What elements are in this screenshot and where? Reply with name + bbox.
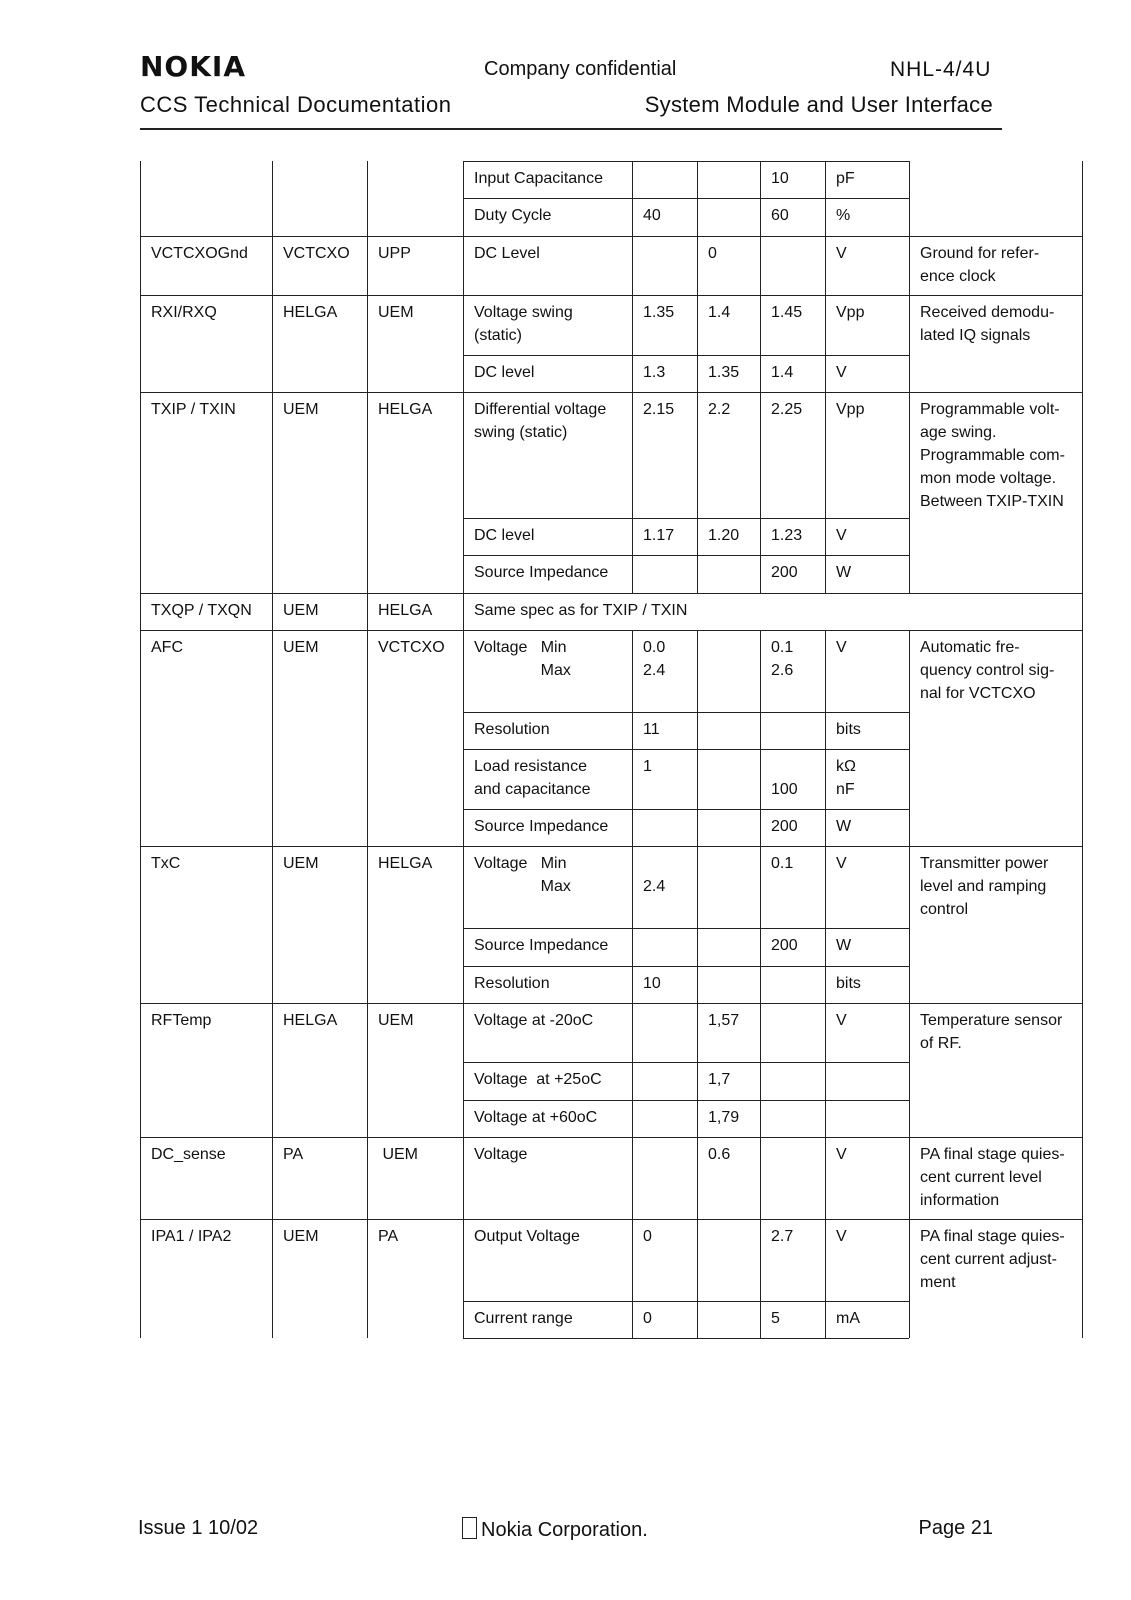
table-cell-vline [909,1100,910,1137]
cell-typ: 1,57 [708,1012,740,1029]
table-cell-vline [909,1219,910,1301]
table-cell-vline [825,1100,826,1137]
table-vline [1082,161,1083,1338]
table-cell-vline [825,630,826,712]
table-cell-vline [632,518,633,555]
cell-min: 1.3 [643,364,666,381]
cell-typ: 1,7 [708,1071,731,1088]
table-cell-vline [825,1003,826,1062]
table-cell-vline [632,712,633,749]
table-cell-vline [697,1301,698,1338]
cell-unit: V [836,364,847,381]
table-cell-vline [632,198,633,236]
table-cell-vline [632,355,633,392]
table-cell-vline [825,355,826,392]
cell-min: 0 [643,1310,652,1327]
table-cell-vline [632,749,633,809]
table-cell-vline [909,295,910,355]
cell-to: HELGA [378,401,433,418]
cell-typ: 0 [708,245,717,262]
cell-notes: PA final stage quies- cent current adjust- ment [920,1228,1065,1291]
cell-signal: TXQP / TXQN [151,602,252,619]
table-cell-vline [632,1062,633,1100]
cell-param: Same spec as for TXIP / TXIN [474,602,688,619]
cell-min: 40 [643,207,661,224]
table-cell-vline [632,1219,633,1301]
cell-min: 2.4 [643,878,666,895]
table-cell-vline [909,1062,910,1100]
cell-max: 10 [771,170,789,187]
cell-notes: Transmitter power level and ramping control [920,855,1049,918]
cell-notes: Ground for refer- ence clock [920,245,1040,285]
table-cell-vline [697,555,698,593]
cell-typ: 1.35 [708,364,740,381]
table-cell-vline [760,928,761,966]
table-cell-vline [632,1301,633,1338]
table-row-hline [463,355,909,356]
model-number: NHL-4/4U [890,58,992,81]
table-cell-vline [825,1062,826,1100]
table-cell-vline [825,161,826,198]
table-cell-vline [760,630,761,712]
cell-unit: V [836,639,847,656]
cell-to: HELGA [378,855,433,872]
cell-param: Differential voltage swing (static) [474,401,607,441]
table-cell-vline [697,928,698,966]
table-cell-vline [760,392,761,518]
cell-signal: VCTCXOGnd [151,245,248,262]
table-cell-vline [760,1137,761,1219]
cell-param: DC level [474,527,535,544]
table-cell-vline [909,236,910,295]
table-cell-vline [697,712,698,749]
cell-param: Voltage at +60oC [474,1109,598,1126]
cell-from: VCTCXO [283,245,350,262]
table-cell-vline [760,966,761,1003]
table-vline [367,161,368,1338]
cell-signal: AFC [151,639,183,656]
cell-typ: 2.2 [708,401,731,418]
table-cell-vline [825,392,826,518]
nokia-logo: NOKIA [140,50,247,83]
table-row-hline [463,1100,909,1101]
table-cell-vline [697,966,698,1003]
cell-signal: IPA1 / IPA2 [151,1228,232,1245]
cell-unit: kΩ nF [836,758,856,798]
cell-param: Source Impedance [474,564,609,581]
table-group-hline [140,846,1082,847]
cell-min: 10 [643,975,661,992]
cell-unit: V [836,1012,847,1029]
cell-unit: W [836,564,852,581]
issue-date: Issue 1 10/02 [138,1517,259,1539]
table-cell-vline [760,555,761,593]
cell-param: Resolution [474,975,550,992]
table-cell-vline [632,236,633,295]
cell-notes: PA final stage quies- cent current level information [920,1146,1065,1209]
table-cell-vline [697,392,698,518]
cell-unit: V [836,1146,847,1163]
table-cell-vline [697,1100,698,1137]
cell-unit: V [836,1228,847,1245]
table-group-hline [140,392,1082,393]
table-row-hline [463,1062,909,1063]
cell-from: HELGA [283,1012,338,1029]
table-cell-vline [632,1137,633,1219]
table-row-hline [463,712,909,713]
cell-param: Current range [474,1310,573,1327]
cell-param: Voltage Min Max [474,639,571,679]
table-cell-vline [760,1219,761,1301]
table-row-hline [463,928,909,929]
cell-max: 100 [771,781,798,798]
cell-param: Source Impedance [474,937,609,954]
table-cell-vline [697,518,698,555]
cell-typ: 1.4 [708,304,731,321]
cell-signal: RXI/RXQ [151,304,217,321]
table-cell-vline [760,1301,761,1338]
cell-min: 1.35 [643,304,675,321]
cell-from: PA [283,1146,304,1163]
header-rule [140,128,1002,130]
cell-from: UEM [283,1228,319,1245]
table-cell-vline [760,749,761,809]
table-cell-vline [632,295,633,355]
cell-param: Resolution [474,721,550,738]
cell-min: 2.15 [643,401,675,418]
table-cell-vline [909,846,910,928]
cell-min: 1.17 [643,527,675,544]
cell-to: UEM [378,1012,414,1029]
table-cell-vline [909,630,910,712]
cell-typ: 0.6 [708,1146,731,1163]
table-cell-vline [825,1137,826,1219]
table-cell-vline [760,846,761,928]
cell-notes: Received demodu- lated IQ signals [920,304,1055,344]
table-cell-vline [697,630,698,712]
table-cell-vline [632,966,633,1003]
cell-unit: V [836,855,847,872]
cell-max: 200 [771,818,798,835]
table-cell-vline [697,1003,698,1062]
table-cell-vline [697,295,698,355]
table-cell-vline [909,1301,910,1338]
table-cell-vline [909,1137,910,1219]
table-cell-vline [632,809,633,846]
cell-param: Source Impedance [474,818,609,835]
table-cell-vline [632,555,633,593]
table-row-hline [463,1301,909,1302]
table-cell-vline [909,1003,910,1062]
copyright-symbol-box [462,1517,477,1539]
cell-param: DC level [474,364,535,381]
cell-to: UPP [378,245,411,262]
table-cell-vline [697,749,698,809]
table-cell-vline [632,1003,633,1062]
cell-unit: % [836,207,851,224]
table-cell-vline [825,846,826,928]
table-row-hline [463,555,909,556]
table-cell-vline [760,1100,761,1137]
cell-max: 1.4 [771,364,794,381]
table-row-hline [463,749,909,750]
cell-signal: TxC [151,855,181,872]
table-cell-vline [760,809,761,846]
table-group-hline [140,593,1082,594]
table-cell-vline [825,295,826,355]
table-cell-vline [825,198,826,236]
table-bottom-hline [463,1338,909,1339]
table-cell-vline [825,236,826,295]
table-cell-vline [697,355,698,392]
cell-param: Load resistance and capacitance [474,758,591,798]
table-cell-vline [632,392,633,518]
cell-unit: V [836,245,847,262]
table-cell-vline [825,809,826,846]
table-cell-vline [825,518,826,555]
table-row-hline [463,966,909,967]
table-group-hline [140,295,1082,296]
cell-unit: bits [836,975,861,992]
cell-max: 60 [771,207,789,224]
cell-max: 2.25 [771,401,803,418]
cell-unit: mA [836,1310,860,1327]
cell-param: Duty Cycle [474,207,552,224]
table-cell-vline [760,295,761,355]
cell-unit: W [836,818,852,835]
cell-unit: Vpp [836,401,865,418]
table-row-hline [463,809,909,810]
table-row-hline [463,518,909,519]
cell-from: UEM [283,855,319,872]
table-cell-vline [697,1137,698,1219]
table-cell-vline [909,966,910,1003]
table-cell-vline [632,846,633,928]
cell-max: 1.45 [771,304,803,321]
cell-max: 5 [771,1310,780,1327]
cell-min: 11 [643,721,660,738]
table-cell-vline [632,630,633,712]
table-cell-vline [909,355,910,392]
cell-to: VCTCXO [378,639,445,656]
cell-from: UEM [283,639,319,656]
table-cell-vline [825,712,826,749]
table-cell-vline [760,236,761,295]
cell-from: HELGA [283,304,338,321]
table-cell-vline [909,712,910,749]
cell-param: Voltage swing (static) [474,304,573,344]
table-cell-vline [760,355,761,392]
cell-max: 1.23 [771,527,803,544]
cell-unit: W [836,937,852,954]
cell-max: 0.1 2.6 [771,639,794,679]
table-cell-vline [760,518,761,555]
copyright-text: Nokia Corporation. [481,1519,648,1541]
table-cell-vline [825,966,826,1003]
page-number: Page 21 [918,1517,993,1539]
table-cell-vline [697,846,698,928]
cell-to: UEM [378,1146,418,1163]
cell-signal: TXIP / TXIN [151,401,236,418]
cell-to: UEM [378,304,414,321]
table-group-hline [140,1137,1082,1138]
table-top-hline [463,161,909,162]
cell-to: HELGA [378,602,433,619]
cell-unit: pF [836,170,855,187]
cell-to: PA [378,1228,399,1245]
table-cell-vline [909,198,910,236]
table-group-hline [140,236,1082,237]
table-cell-vline [909,518,910,555]
table-cell-vline [760,1062,761,1100]
cell-unit: Vpp [836,304,865,321]
table-cell-vline [697,1062,698,1100]
table-cell-vline [632,928,633,966]
table-cell-vline [909,809,910,846]
cell-param: DC Level [474,245,540,262]
table-row-hline [463,198,909,199]
cell-typ: 1,79 [708,1109,740,1126]
table-cell-vline [760,1003,761,1062]
table-cell-vline [632,161,633,198]
table-cell-vline [825,555,826,593]
table-group-hline [140,1003,1082,1004]
table-cell-vline [697,198,698,236]
cell-param: Voltage at -20oC [474,1012,594,1029]
cell-unit: V [836,527,847,544]
cell-notes: Programmable volt- age swing. Programmable com- mon mode voltage. Between TXIP-TXIN [920,401,1065,510]
table-cell-vline [760,712,761,749]
cell-param: Input Capacitance [474,170,603,187]
table-cell-vline [909,161,910,198]
cell-min: 1 [643,758,652,775]
cell-unit: bits [836,721,861,738]
cell-min: 0 [643,1228,652,1245]
doc-title: CCS Technical Documentation [140,92,452,117]
copyright [462,1517,648,1542]
cell-signal: DC_sense [151,1146,226,1163]
table-cell-vline [697,161,698,198]
cell-notes: Automatic fre- quency control sig- nal for VCTCXO [920,639,1055,702]
table-cell-vline [909,749,910,809]
table-cell-vline [760,161,761,198]
table-cell-vline [697,236,698,295]
table-cell-vline [825,1219,826,1301]
table-group-hline [140,630,1082,631]
cell-signal: RFTemp [151,1012,212,1029]
section-title: System Module and User Interface [644,92,993,117]
table-cell-vline [825,1301,826,1338]
cell-param: Voltage [474,1146,528,1163]
table-cell-vline [825,749,826,809]
table-group-hline [140,1219,1082,1220]
cell-max: 2.7 [771,1228,794,1245]
cell-max: 200 [771,564,798,581]
cell-max: 200 [771,937,798,954]
cell-from: UEM [283,401,319,418]
cell-notes: Temperature sensor of RF. [920,1012,1063,1052]
table-cell-vline [909,392,910,518]
table-vline [140,161,141,1338]
cell-from: UEM [283,602,319,619]
cell-param: Voltage at +25oC [474,1071,602,1088]
table-cell-vline [697,1219,698,1301]
table-cell-vline [632,1100,633,1137]
cell-param: Output Voltage [474,1228,580,1245]
cell-param: Voltage Min Max [474,855,571,895]
table-cell-vline [909,555,910,593]
table-cell-vline [909,928,910,966]
cell-max: 0.1 [771,855,794,872]
table-cell-vline [825,928,826,966]
cell-min: 0.0 2.4 [643,639,666,679]
table-cell-vline [697,809,698,846]
table-vline [272,161,273,1338]
table-cell-vline [760,198,761,236]
cell-typ: 1.20 [708,527,740,544]
confidential-label: Company confidential [484,58,677,80]
